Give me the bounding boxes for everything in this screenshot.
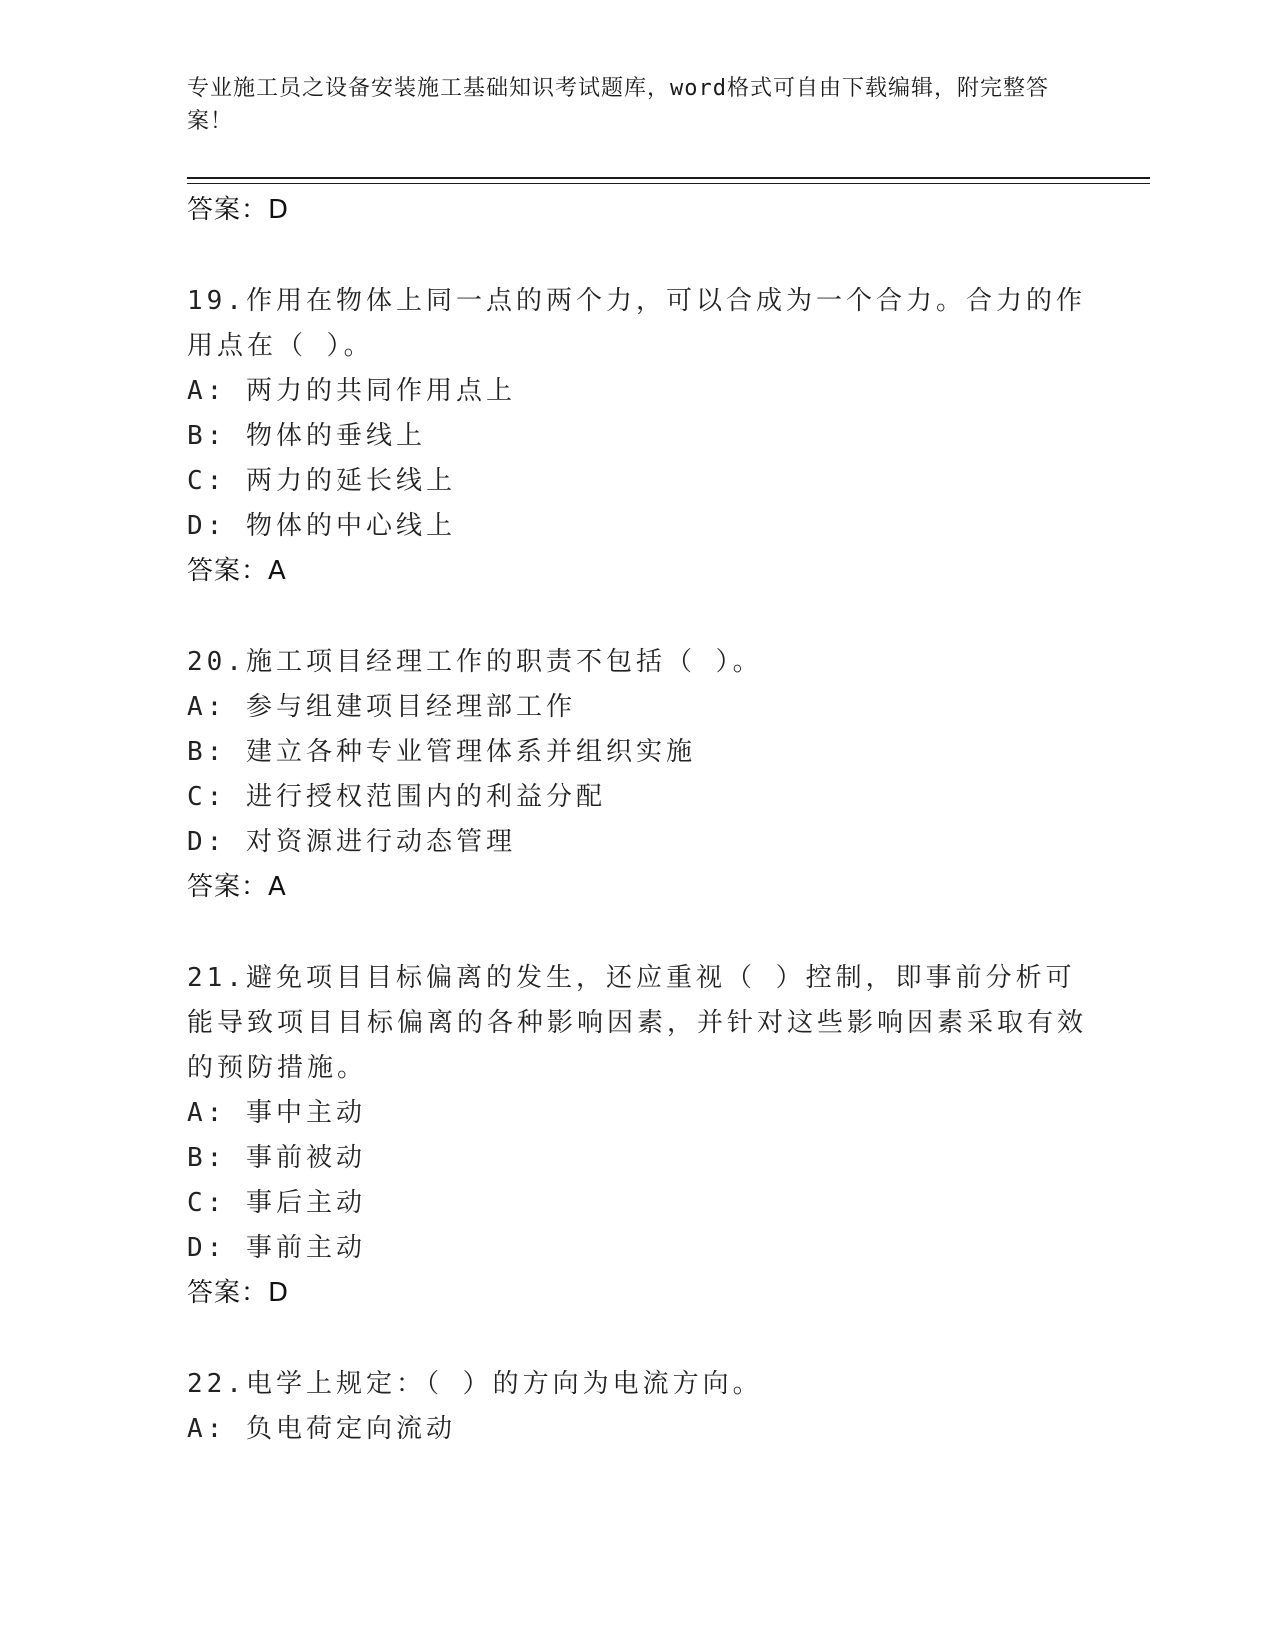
spacer (187, 910, 1087, 956)
option-c: C: 进行授权范围内的利益分配 (187, 782, 606, 812)
question-text: 22.电学上规定：（ ）的方向为电流方向。 (187, 1369, 763, 1399)
question-list (187, 188, 1087, 1452)
question-text: 20.施工项目经理工作的职责不包括（ ）。 (187, 647, 763, 677)
header-divider-thin (187, 183, 1150, 184)
question-text: 19.作用在物体上同一点的两个力，可以合成为一个合力。合力的作用点在（ ）。 (187, 286, 1086, 361)
option-b: B: 建立各种专业管理体系并组织实施 (187, 737, 696, 767)
document-header: 专业施工员之设备安装施工基础知识考试题库，word格式可自由下载编辑，附完整答案！ (187, 76, 1049, 134)
question-block (187, 279, 1087, 594)
option-a: A: 负电荷定向流动 (187, 1414, 456, 1444)
question-block (187, 1362, 1087, 1452)
option-d: D: 事前主动 (187, 1233, 366, 1263)
option-c: C: 两力的延长线上 (187, 466, 456, 496)
answer-line: 答案：A (187, 556, 287, 586)
option-d: D: 物体的中心线上 (187, 511, 456, 541)
question-block (187, 956, 1087, 1316)
option-b: B: 物体的垂线上 (187, 421, 426, 451)
answer-line: 答案：D (187, 195, 290, 225)
spacer (187, 594, 1087, 640)
header-divider-thick (187, 177, 1150, 179)
question-block (187, 640, 1087, 910)
option-d: D: 对资源进行动态管理 (187, 827, 516, 857)
question-text: 21.避免项目目标偏离的发生，还应重视（ ）控制，即事前分析可能导致项目目标偏离的各种影响因素，并针对这些影响因素采取有效的预防措施。 (187, 963, 1088, 1083)
option-a: A: 参与组建项目经理部工作 (187, 692, 576, 722)
option-a: A: 两力的共同作用点上 (187, 376, 516, 406)
option-a: A: 事中主动 (187, 1098, 366, 1128)
option-b: B: 事前被动 (187, 1143, 366, 1173)
option-c: C: 事后主动 (187, 1188, 366, 1218)
answer-line: 答案：D (187, 1278, 290, 1308)
answer-line: 答案：A (187, 872, 287, 902)
spacer (187, 233, 1087, 279)
spacer (187, 1316, 1087, 1362)
